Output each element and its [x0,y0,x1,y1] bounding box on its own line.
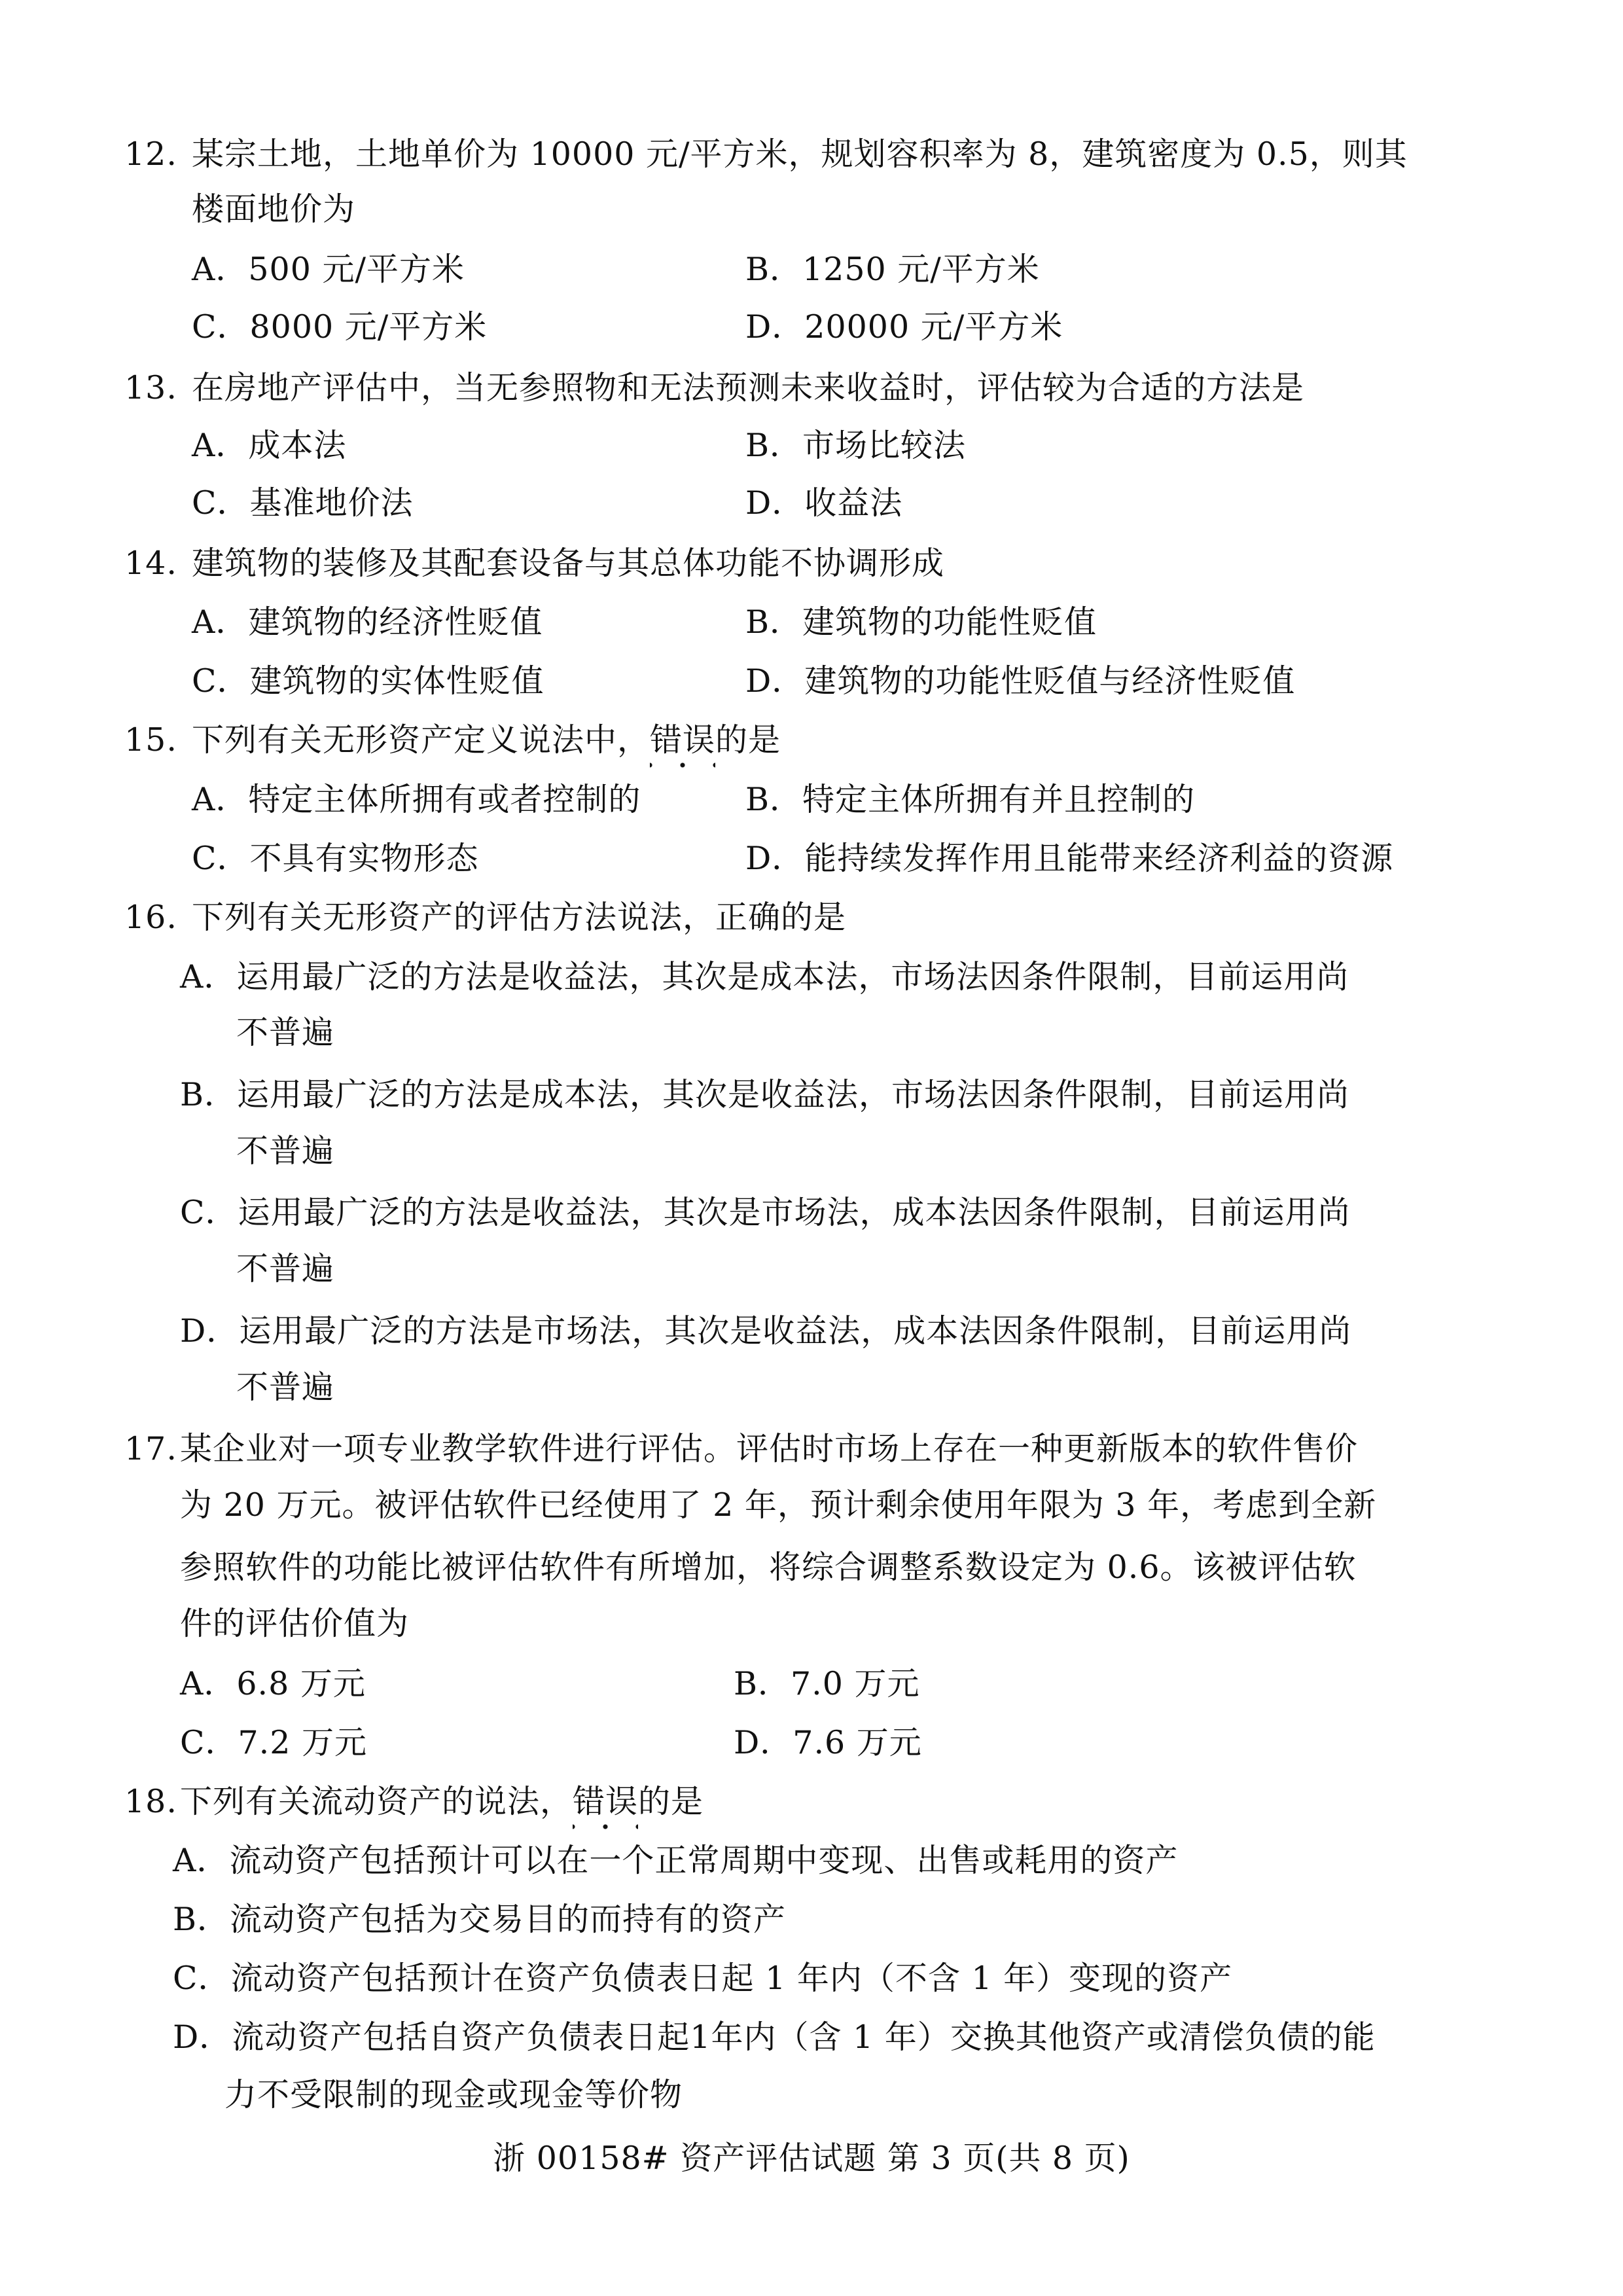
q18-option-d-line1: D．流动资产包括自资产负债表日起1年内（含 1 年）交换其他资产或清偿负债的能 [173,2018,1376,2056]
q15-option-c: C．不具有实物形态 [192,840,479,877]
q18-stem-post: 的是 [638,1783,704,1820]
q16-option-d-line1: D．运用最广泛的方法是市场法，其次是收益法，成本法因条件限制，目前运用尚 [180,1312,1352,1350]
q16-option-c-line2: 不普遍 [236,1250,335,1287]
q16-number: 16. [124,899,177,936]
q17-stem-line4: 件的评估价值为 [180,1605,410,1642]
q17-option-c: C．7.2 万元 [180,1724,367,1761]
q12-option-a: A．500 元/平方米 [192,251,465,288]
q13-option-b: B．市场比较法 [745,427,967,464]
q16-option-d-line2: 不普遍 [236,1369,335,1406]
q12-stem-line2: 楼面地价为 [192,190,356,228]
q15-option-b: B．特定主体所拥有并且控制的 [745,781,1196,818]
q18-option-d-line2: 力不受限制的现金或现金等价物 [224,2076,683,2113]
q18-stem [180,1782,704,1821]
q17-stem-line3: 参照软件的功能比被评估软件有所增加，将综合调整系数设定为 0.6。该被评估软 [180,1549,1357,1586]
q12-number: 12. [124,135,177,173]
q16-option-a-line2: 不普遍 [236,1014,335,1051]
q14-number: 14. [124,545,177,582]
q15-stem [192,721,781,760]
q16-option-b-line2: 不普遍 [236,1132,335,1170]
q17-option-a: A．6.8 万元 [180,1665,366,1702]
q16-option-b-line1: B．运用最广泛的方法是成本法，其次是收益法，市场法因条件限制，目前运用尚 [180,1076,1350,1113]
q14-option-a: A．建筑物的经济性贬值 [192,603,543,641]
q16-option-a-line1: A．运用最广泛的方法是收益法，其次是成本法，市场法因条件限制，目前运用尚 [180,958,1349,996]
q16-option-c-line1: C．运用最广泛的方法是收益法，其次是市场法，成本法因条件限制，目前运用尚 [180,1194,1351,1231]
q15-number: 15. [124,721,177,759]
q17-stem-line1: 某企业对一项专业教学软件进行评估。评估时市场上存在一种更新版本的软件售价 [180,1430,1359,1467]
q15-stem-emphasis: 错误 [650,721,716,759]
q13-option-c: C．基准地价法 [192,484,414,522]
q17-option-d: D．7.6 万元 [734,1724,922,1761]
q13-stem: 在房地产评估中，当无参照物和无法预测未来收益时，评估较为合适的方法是 [192,369,1305,406]
q15-option-a: A．特定主体所拥有或者控制的 [192,781,641,818]
q13-option-a: A．成本法 [192,427,347,464]
q14-stem: 建筑物的装修及其配套设备与其总体功能不协调形成 [192,545,945,582]
q14-option-d: D．建筑物的功能性贬值与经济性贬值 [745,662,1296,700]
q12-stem-line1: 某宗土地，土地单价为 10000 元/平方米，规划容积率为 8，建筑密度为 0.5，则其 [192,135,1408,173]
q15-option-d: D．能持续发挥作用且能带来经济利益的资源 [745,840,1394,877]
q12-option-c: C．8000 元/平方米 [192,308,488,346]
q16-stem: 下列有关无形资产的评估方法说法，正确的是 [192,899,847,936]
q15-stem-post: 的是 [715,721,781,759]
q18-option-b: B．流动资产包括为交易目的而持有的资产 [173,1901,787,1938]
q14-option-c: C．建筑物的实体性贬值 [192,662,544,700]
q17-stem-line2: 为 20 万元。被评估软件已经使用了 2 年，预计剩余使用年限为 3 年，考虑到全新 [180,1486,1377,1524]
q13-option-d: D．收益法 [745,484,903,522]
q18-stem-pre: 下列有关流动资产的说法， [180,1783,573,1820]
page-footer: 浙 00158# 资产评估试题 第 3 页(共 8 页) [493,2140,1130,2177]
q18-stem-emphasis: 错误 [573,1783,639,1820]
q18-option-a: A．流动资产包括预计可以在一个正常周期中变现、出售或耗用的资产 [173,1842,1179,1879]
q12-option-b: B．1250 元/平方米 [745,251,1040,288]
q17-option-b: B．7.0 万元 [734,1665,920,1702]
q17-number: 17. [124,1430,177,1467]
q14-option-b: B．建筑物的功能性贬值 [745,603,1097,641]
q15-stem-pre: 下列有关无形资产定义说法中， [192,721,651,759]
q18-number: 18. [124,1783,177,1820]
q18-option-c: C．流动资产包括预计在资产负债表日起 1 年内（不含 1 年）变现的资产 [173,1960,1233,1997]
q12-option-d: D．20000 元/平方米 [745,308,1063,346]
q13-number: 13. [124,369,177,406]
